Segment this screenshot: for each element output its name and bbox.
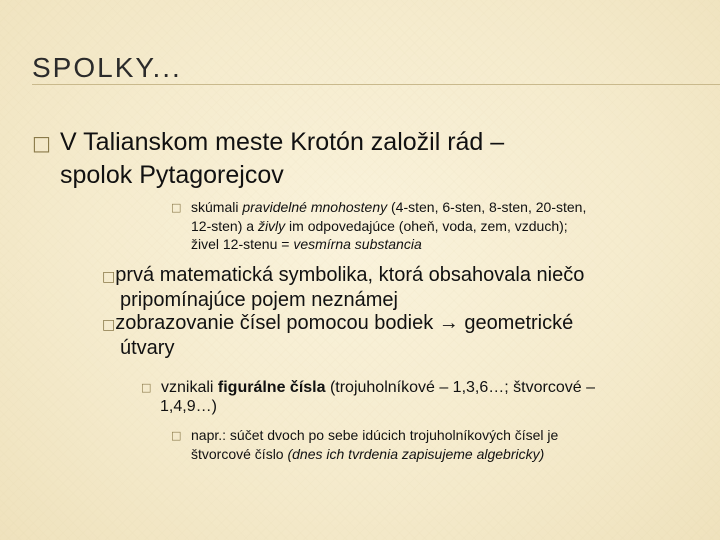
- slide-title: SPOLKY...: [32, 52, 182, 83]
- bullet-level2-research: [171, 198, 711, 253]
- text: (4-sten, 6-sten, 8-sten, 20-sten,: [387, 199, 587, 215]
- line-text: spolok Pytagorejcov: [60, 161, 284, 189]
- line-text: V Talianskom meste Krotón založil rád –: [60, 128, 505, 156]
- line-text: napr.: súčet dvoch po sebe idúcich trojuholníkových čísel je: [191, 427, 559, 443]
- bullet-square-icon: □: [32, 131, 51, 155]
- text: vznikali: [161, 379, 218, 396]
- bullet-level4-example: [171, 426, 691, 464]
- text: 12-sten) a: [191, 218, 258, 234]
- bullet-square-icon: □: [171, 201, 182, 214]
- line-text: pripomínajúce pojem neznámej: [120, 289, 398, 311]
- text-italic: vesmírna substancia: [293, 236, 422, 252]
- text-italic: živly: [257, 218, 286, 234]
- line-text: zobrazovanie čísel pomocou bodiek → geometrické: [115, 312, 574, 334]
- bullet-level1-founding: [32, 126, 702, 191]
- bullet-square-icon: □: [102, 317, 116, 333]
- text-bold: figurálne čísla: [217, 379, 326, 396]
- bullet-square-icon: □: [102, 269, 116, 285]
- bullet-square-icon: □: [171, 429, 182, 442]
- line-text: útvary: [120, 337, 175, 359]
- text: živel 12-stenu =: [191, 236, 294, 252]
- text: štvorcové číslo: [191, 446, 288, 462]
- text: skúmali: [191, 199, 243, 215]
- line-text: 1,4,9…): [160, 398, 217, 415]
- bullet-level2-symbolism-and-dots: [102, 264, 702, 360]
- text: (trojuholníkové – 1,3,6…; štvorcové –: [325, 379, 595, 396]
- title-underline: [32, 84, 720, 85]
- bullet-square-icon: □: [141, 381, 152, 394]
- line-text: prvá matematická symbolika, ktorá obsahovala niečo: [115, 264, 585, 286]
- text-italic: (dnes ich tvrdenia zapisujeme algebricky): [287, 446, 545, 462]
- text-italic: pravidelné mnohosteny: [242, 199, 388, 215]
- text: im odpovedajúce (oheň, voda, zem, vzduch);: [285, 218, 568, 234]
- bullet-level3-figurate-numbers: [141, 378, 706, 416]
